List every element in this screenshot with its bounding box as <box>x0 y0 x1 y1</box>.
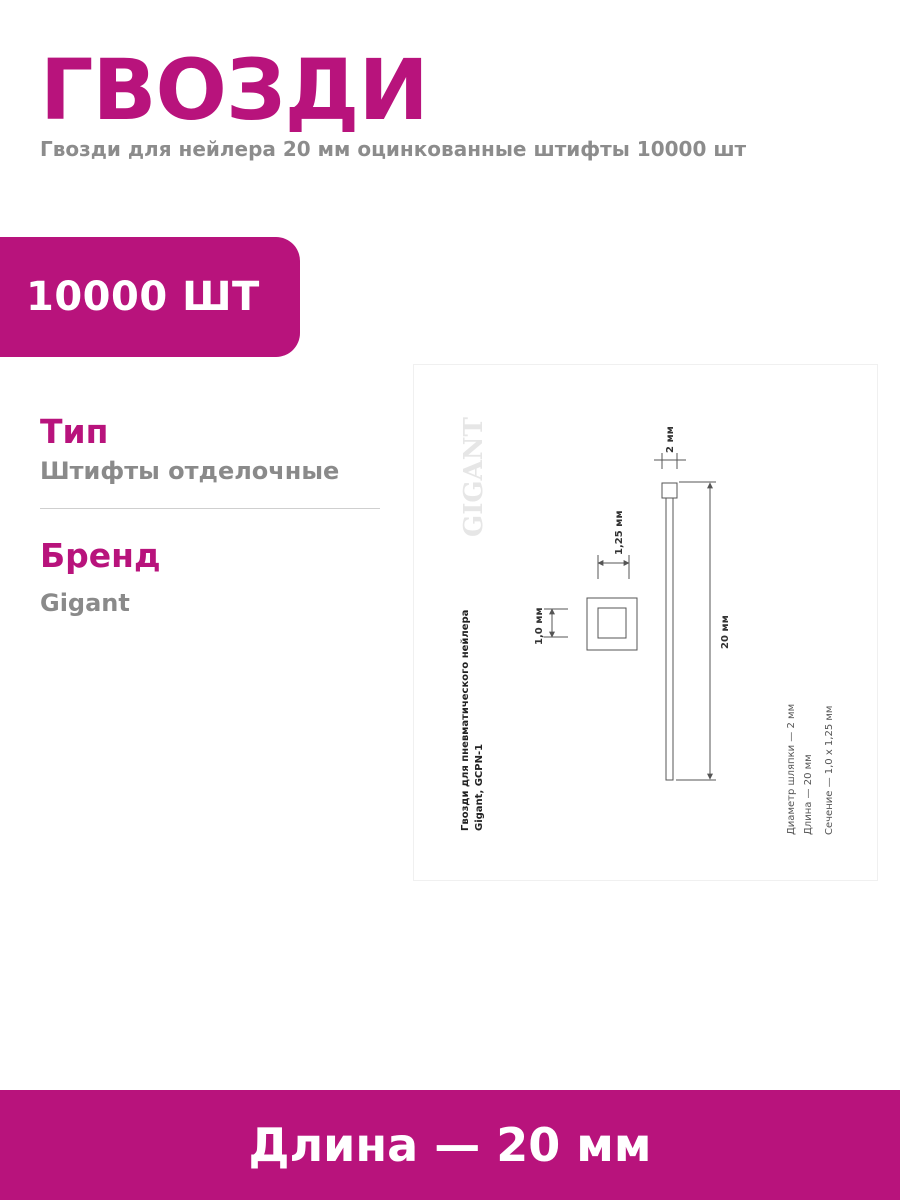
diagram-spec-line3: Сечение — 1,0 х 1,25 мм <box>824 705 835 835</box>
page-title: ГВОЗДИ <box>40 41 428 139</box>
brand-label: Бренд <box>40 536 161 575</box>
watermark-text: GIGANT <box>459 417 489 537</box>
nail-shank-shape <box>666 498 673 780</box>
nail-head-shape <box>662 483 677 498</box>
length-dim-label: 20 мм <box>720 615 731 649</box>
quantity-badge-label: 10000 ШТ <box>26 274 260 320</box>
length-banner-label: Длина — 20 мм <box>248 1118 652 1172</box>
width-dim-label: 1,25 мм <box>614 510 625 555</box>
head-dim-label: 2 мм <box>665 426 676 453</box>
diagram-spec-line2: Длина — 20 мм <box>803 754 814 835</box>
type-value: Штифты отделочные <box>40 457 340 485</box>
spec-divider <box>40 508 380 509</box>
length-banner <box>0 1090 900 1200</box>
nail-diagram-drawing <box>414 365 879 882</box>
height-dim-label: 1,0 мм <box>534 607 545 645</box>
section-inner-shape <box>598 608 626 638</box>
section-outer-shape <box>587 598 637 650</box>
diagram-caption-line1: Гвозди для пневматического нейлера <box>460 609 471 831</box>
quantity-badge <box>0 237 300 357</box>
type-label: Тип <box>40 412 109 451</box>
diagram-caption-line2: Gigant, GCPN-1 <box>474 743 485 831</box>
brand-value: Gigant <box>40 589 130 617</box>
nail-diagram <box>413 364 878 881</box>
product-subtitle: Гвозди для нейлера 20 мм оцинкованные штифты 10000 шт <box>40 137 747 161</box>
diagram-spec-line1: Диаметр шляпки — 2 мм <box>786 703 797 835</box>
